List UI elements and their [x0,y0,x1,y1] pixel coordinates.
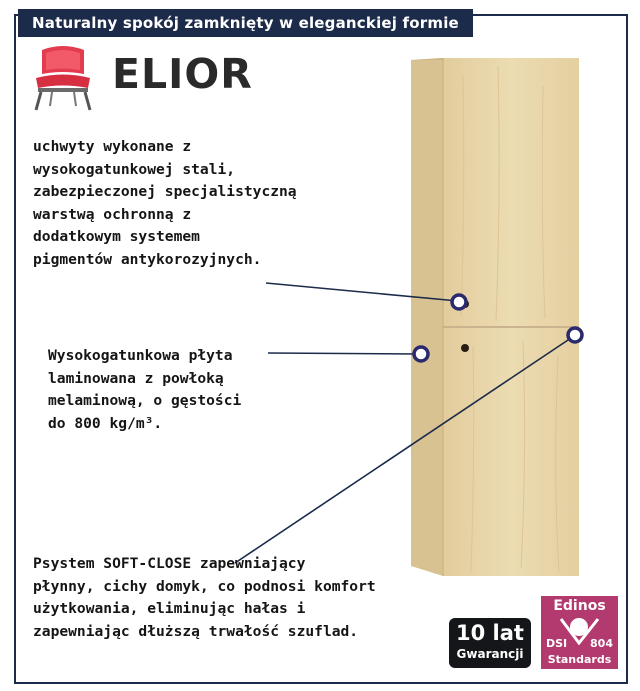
softclose-note-line: zapewniając dłuższą trwałość szuflad. [33,622,359,640]
brand-name: ELIOR [112,50,253,98]
board-note-line: do 800 kg/m³. [48,414,163,432]
handles-note-line: warstwą ochronną z [33,205,192,223]
edinos-badge [541,596,618,669]
board-note-line: laminowana z powłoką [48,369,224,387]
softclose-note [33,553,376,643]
softclose-note-line: użytkowania, eliminując hałas i [33,600,306,617]
banner-title: Naturalny spokój zamknięty w eleganckiej formie [32,14,459,32]
handles-note-line: dodatkowym systemem [33,228,200,245]
warranty-badge [449,618,531,668]
handle-marker [452,295,466,309]
warranty-label: Gwarancji [456,647,524,661]
handles-note-line: pigmentów antykorozyjnych. [33,250,262,268]
board-marker [414,347,428,361]
handles-note-line: wysokogatunkowej stali, [33,160,236,178]
edinos-standards: Standards [547,653,612,666]
edinos-name: Edinos [553,598,606,614]
handles-note [33,136,297,271]
softclose-note-line: płynny, cichy domyk, co podnosi komfort [33,577,376,595]
handles-note-line: zabezpieczonej specjalistyczną [33,183,297,200]
edinos-dsi: DSI [546,637,568,650]
board-note [48,345,241,435]
board-note-line: melaminową, o gęstości [48,392,242,409]
board-note-line: Wysokogatunkowa płyta [48,347,233,364]
edinos-number: 804 [590,637,613,650]
handles-note-line: uchwyty wykonane z [33,138,192,155]
softclose-marker [568,328,582,342]
warranty-years: 10 lat [456,621,524,645]
softclose-note-line: Psystem SOFT-CLOSE zapewniający [33,555,306,572]
